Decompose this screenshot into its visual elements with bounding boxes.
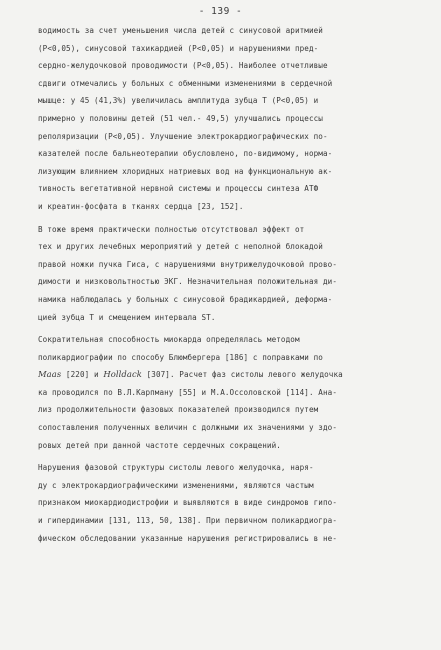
page-number: - 139 - bbox=[198, 6, 243, 17]
text-line: сопоставления полученных величин с должными их значениями у здо- bbox=[38, 423, 337, 433]
text-line: сердно-желудочковой проводимости (P<0,05). Наиболее отчетливые bbox=[38, 61, 328, 71]
text-line: реполяризации (P<0,05). Улучшение электрокардиографических по- bbox=[38, 131, 328, 141]
body-text bbox=[38, 22, 420, 547]
text-line: димости и низковольтностью ЭКГ. Незначительная положительная ди- bbox=[38, 277, 337, 287]
text-line: Нарушения фазовой структуры систолы левого желудочка, наря- bbox=[38, 463, 314, 473]
paragraph bbox=[38, 331, 420, 454]
text-line: тивность вегетативной нервной системы и процессы синтеза АТФ bbox=[38, 184, 319, 194]
text-line: сдвиги отмечались у больных с обменными изменениями в сердечной bbox=[38, 78, 333, 88]
text-line: мышце: у 45 (41,3%) увеличилась амплитуда зубца Т (P<0,05) и bbox=[38, 96, 319, 106]
text-line: лиз продолжительности фазовых показателей производился путем bbox=[38, 405, 319, 415]
handwritten-author-name: Holldack bbox=[103, 369, 142, 380]
text-line: ровых детей при данной частоте сердечных сокращений. bbox=[38, 440, 281, 450]
paragraph bbox=[38, 459, 420, 547]
text-line: правой ножки пучка Гиса, с нарушениями внутрижелудочковой прово- bbox=[38, 259, 337, 269]
text-line: ду с электрокардиографическими изменениями, являются частым bbox=[38, 480, 314, 490]
text-line: намика наблюдалась у больных с синусовой брадикардией, деформа- bbox=[38, 294, 333, 304]
text-line: и гипердинамии [131, 113, 50, 138]. При первичном поликардиогра- bbox=[38, 516, 337, 526]
text-line: лизующим влиянием хлоридных натриевых вод на функциональную ак- bbox=[38, 166, 333, 176]
text-line: фическом обследовании указанные нарушения регистрировались в не- bbox=[38, 533, 337, 543]
paragraph bbox=[38, 22, 420, 216]
text-line: цией зубца Т и смещением интервала ST. bbox=[38, 312, 216, 322]
text-line: тех и других лечебных мероприятий у детей с неполной блокадой bbox=[38, 242, 323, 252]
text-line: водимость за счет уменьшения числа детей с синусовой аритмией bbox=[38, 26, 323, 35]
text-line: примерно у половины детей (51 чел.- 49,5) улучшались процессы bbox=[38, 113, 323, 123]
text-line: В тоже время практически полностью отсутствовал эффект от bbox=[38, 224, 305, 234]
text-line: казателей после бальнеотерапии обусловлено, по-видимому, норма- bbox=[38, 149, 333, 159]
text-line: и креатин-фосфата в тканях сердца [23, 152]. bbox=[38, 201, 244, 211]
text-line: поликардиографии по способу Блюмбергера [186] с поправками по bbox=[38, 352, 323, 362]
text-line: признаком миокардиодистрофии и выявляются в виде синдромов гипо- bbox=[38, 498, 337, 508]
paragraph bbox=[38, 221, 420, 327]
text-line: Maas [220] и Holldack [307]. Расчет фаз систолы левого желудочка bbox=[38, 369, 343, 380]
text-line: (P<0,05), синусовой тахикардией (P<0,05) и нарушениями пред- bbox=[38, 43, 319, 53]
text-line: Сократительная способность миокарда определялась методом bbox=[38, 335, 300, 345]
text-line: ка проводился по В.Л.Карпману [55] и М.А.Оссоловской [114]. Ана- bbox=[38, 387, 337, 397]
handwritten-author-name: Maas bbox=[38, 369, 62, 380]
